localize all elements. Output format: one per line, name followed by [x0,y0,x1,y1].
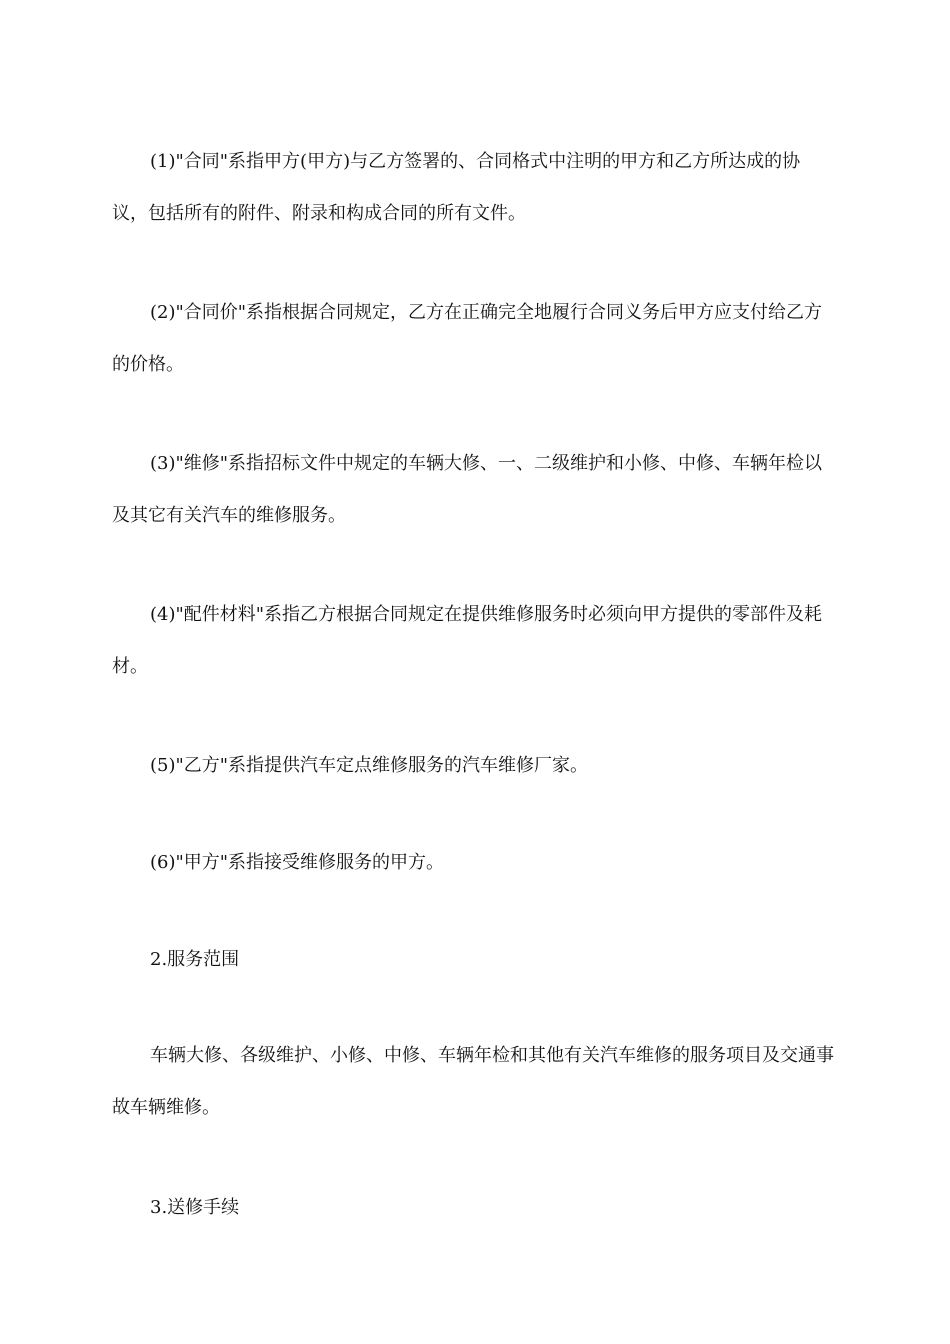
definition-contract: (1)"合同"系指甲方(甲方)与乙方签署的、合同格式中注明的甲方和乙方所达成的协议，包括所有的附件、附录和构成合同的所有文件。 [112,151,801,224]
definition-contract-price: (2)"合同价"系指根据合同规定，乙方在正确完全地履行合同义务后甲方应支付给乙方的价格。 [112,302,823,375]
section-heading-service-scope: 2.服务范围 [150,949,240,970]
section-heading-repair-procedure: 3.送修手续 [150,1197,240,1218]
definition-party-b: (5)"乙方"系指提供汽车定点维修服务的汽车维修厂家。 [150,755,589,776]
definition-party-a: (6)"甲方"系指接受维修服务的甲方。 [150,852,445,873]
service-scope-body: 车辆大修、各级维护、小修、中修、车辆年检和其他有关汽车维修的服务项目及交通事故车辆维修。 [112,1045,834,1118]
definition-parts-materials: (4)"配件材料"系指乙方根据合同规定在提供维修服务时必须向甲方提供的零部件及耗材。 [112,604,823,677]
definition-repair: (3)"维修"系指招标文件中规定的车辆大修、一、二级维护和小修、中修、车辆年检以及其它有关汽车的维修服务。 [112,453,823,526]
